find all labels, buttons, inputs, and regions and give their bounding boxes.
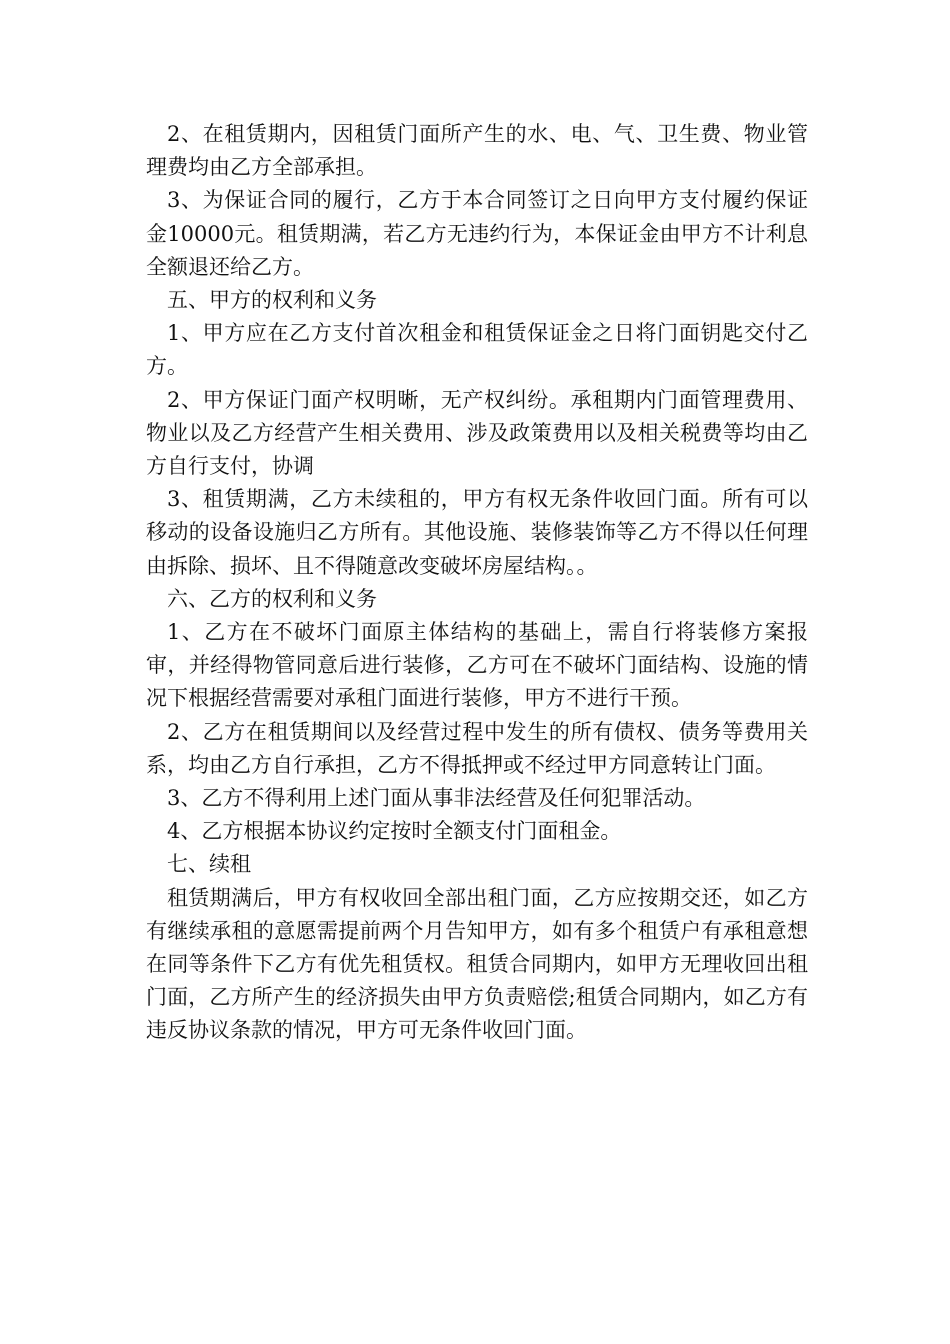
paragraph-utilities-clause: 2、在租赁期内，因租赁门面所产生的水、电、气、卫生费、物业管理费均由乙方全部承担。 [146, 122, 808, 180]
paragraph-party-b-rent: 4、乙方根据本协议约定按时全额支付门面租金。 [167, 819, 622, 844]
paragraph-party-a-title: 2、甲方保证门面产权明晰，无产权纠纷。承租期内门面管理费用、物业以及乙方经营产生相关费用、涉及政策费用以及相关税费等均由乙方自行支付，协调 [146, 387, 808, 479]
paragraph-party-b-legal: 3、乙方不得利用上述门面从事非法经营及任何犯罪活动。 [167, 786, 706, 811]
paragraph-deposit-clause: 3、为保证合同的履行，乙方于本合同签订之日向甲方支付履约保证金10000元。租赁期满，若乙方无违约行为，本保证金由甲方不计利息全额退还给乙方。 [146, 188, 808, 279]
paragraph-party-b-renovation: 1、乙方在不破坏门面原主体结构的基础上，需自行将装修方案报审，并经得物管同意后进行装修，乙方可在不破坏门面结构、设施的情况下根据经营需要对承租门面进行装修，甲方不进行干预。 [146, 620, 808, 711]
section-heading-party-b: 六、乙方的权利和义务 [167, 586, 377, 611]
section-heading-party-a: 五、甲方的权利和义务 [167, 288, 377, 313]
paragraph-party-a-keys: 1、甲方应在乙方支付首次租金和租赁保证金之日将门面钥匙交付乙方。 [146, 321, 808, 379]
paragraph-party-b-debts: 2、乙方在租赁期间以及经营过程中发生的所有债权、债务等费用关系，均由乙方自行承担，乙方不得抵押或不经过甲方同意转让门面。 [146, 719, 808, 777]
document-body [146, 118, 808, 1048]
section-heading-renewal: 七、续租 [167, 852, 251, 877]
paragraph-renewal-terms: 租赁期满后，甲方有权收回全部出租门面，乙方应按期交还，如乙方有继续承租的意愿需提前两个月告知甲方，如有多个租赁户有承租意想在同等条件下乙方有优先租赁权。租赁合同期内，如甲方无理收回出租门面，乙方所产生的经济损失由甲方负责赔偿;租赁合同期内，如乙方有违反协议条款的情况，甲方可无条件收回门面。 [146, 885, 808, 1043]
paragraph-party-a-expiry: 3、租赁期满，乙方未续租的，甲方有权无条件收回门面。所有可以移动的设备设施归乙方所有。其他设施、装修装饰等乙方不得以任何理由拆除、损坏、且不得随意改变破坏房屋结构。。 [146, 487, 808, 578]
